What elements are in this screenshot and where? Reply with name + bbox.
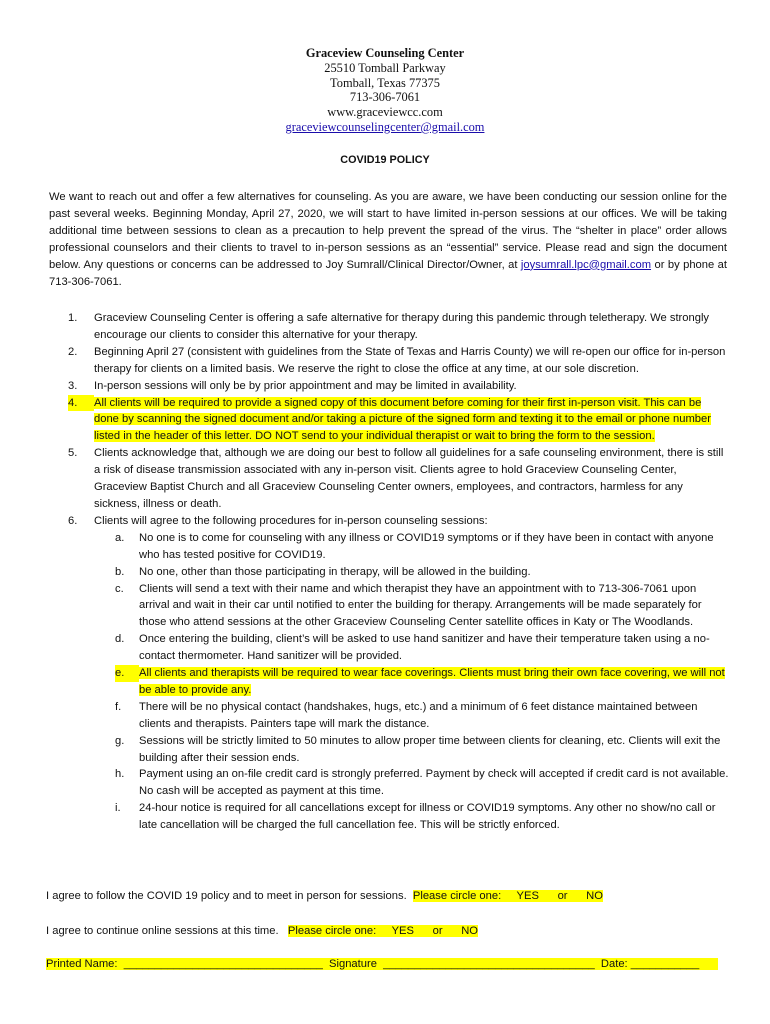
- intro-tail: or by phone at 713-306-7061.: [49, 258, 727, 288]
- list-number: 1.: [68, 312, 78, 324]
- list-item-text: Clients will agree to the following procedures for in-person counseling sessions:: [94, 514, 488, 527]
- list-number: 3.: [68, 379, 78, 392]
- sub-list-letter: e.: [115, 665, 139, 682]
- list-item: [49, 513, 729, 530]
- sub-list-item: [94, 564, 729, 581]
- sub-list-item: [94, 733, 729, 767]
- list-item-text: Beginning April 27 (consistent with guidelines from the State of Texas and Harris County) we will re-open our office for in-person therapy for clients on a limited basis. We reserve the right to close the office at any time, at our sole discretion.: [94, 345, 726, 375]
- header-email-link[interactable]: graceviewcounselingcenter@gmail.com: [285, 119, 485, 134]
- sub-list-item-text: Once entering the building, client’s will be asked to use hand sanitizer and have their temperature taken using a no-contact thermometer. Hand sanitizer will be provided.: [139, 633, 710, 663]
- signature-line: Printed Name: ________________________________ Signature __________________________________ Date: ___________: [46, 958, 718, 970]
- list-number: 4.: [68, 395, 94, 412]
- sub-list-item-text: No one, other than those participating in therapy, will be allowed in the building.: [139, 565, 531, 578]
- sub-list-item: [94, 581, 729, 632]
- sub-list-item-text: Clients will send a text with their name and which therapist they have an appointment with to 713-306-7061 upon arrival and wait in their car until notified to enter the building for therapy. Arrangements will be made separately for those who attend sessions at the other Graceview Counseling Center satellite offices in Katy or The Woodlands.: [139, 582, 702, 629]
- address-line-2: Tomball, Texas 77375: [330, 75, 440, 90]
- sub-list-item-text: There will be no physical contact (handshakes, hugs, etc.) and a minimum of 6 feet distance maintained between clients and therapists. Painters tape will mark the distance.: [139, 700, 698, 730]
- list-item-text: Graceview Counseling Center is offering a safe alternative for therapy during this pandemic through teletherapy. We strongly encourage our clients to consider this alternative for your therapy.: [94, 312, 710, 341]
- list-item-highlighted: [49, 395, 729, 446]
- letterhead: [0, 46, 770, 135]
- sub-list-letter: d.: [115, 633, 125, 646]
- in-person-agreement-text: I agree to follow the COVID 19 policy and to meet in person for sessions.: [46, 890, 413, 902]
- sub-list-item: [94, 699, 729, 733]
- list-item: [49, 344, 729, 378]
- sub-list-item: [94, 631, 729, 665]
- sub-list-letter: g.: [115, 734, 125, 747]
- contact-email-link[interactable]: joysumrall.lpc@gmail.com: [520, 258, 652, 271]
- address-line-1: 25510 Tomball Parkway: [324, 60, 446, 75]
- org-name: Graceview Counseling Center: [305, 46, 465, 60]
- list-number: 5.: [68, 447, 78, 460]
- list-item: [49, 445, 729, 513]
- list-number: 6.: [68, 514, 78, 527]
- intro-paragraph: [49, 189, 727, 290]
- header-website[interactable]: www.graceviewcc.com: [327, 105, 443, 120]
- sub-list-letter: i.: [115, 802, 121, 815]
- list-item: [49, 310, 729, 344]
- list-item-text: Clients acknowledge that, although we are doing our best to follow all guidelines for a safe counseling environment, there is still a risk of disease transmission associated with any in-person visit. Clients agree to hold Graceview Counseling Center, Graceview Baptist Church and all Graceview Counseling Center owners, employees, and contractors, harmless for any sickness, illness or death.: [94, 447, 724, 510]
- sub-list-item-text: Payment using an on-file credit card is strongly preferred. Payment by check will accepted if credit card is not available. No cash will be accepted as payment at this time.: [139, 768, 729, 798]
- list-item-text: In-person sessions will only be by prior appointment and may be limited in availability.: [94, 379, 517, 392]
- sub-list-item-text: Sessions will be strictly limited to 50 minutes to allow proper time between clients for cleaning, etc. Clients will exit the building after their session ends.: [139, 734, 721, 764]
- in-person-circle-choice: Please circle one: YES or NO: [412, 890, 603, 902]
- sub-list-item-text: 24-hour notice is required for all cancellations except for illness or COVID19 symptoms. Any other no show/no call or late cancellation will be charged the full cancellation fee. This will be strictly enforced.: [139, 802, 716, 832]
- sub-list-item-text: All clients and therapists will be required to wear face coverings. Clients must bring their own face covering, we will not be able to provide any.: [139, 667, 725, 696]
- sub-list-item-highlighted: [94, 665, 729, 699]
- sub-list-item: [94, 766, 729, 800]
- sub-list-letter: f.: [115, 700, 122, 713]
- header-phone: 713-306-7061: [349, 90, 421, 105]
- policy-list: [49, 310, 729, 834]
- online-agreement-text: I agree to continue online sessions at this time.: [46, 925, 288, 937]
- online-agreement: [46, 925, 478, 937]
- sub-list-item: [94, 800, 729, 834]
- list-item-text: All clients will be required to provide a signed copy of this document before coming for their first in-person visit. This can be done by scanning the signed document and/or taking a picture of the signed form and texting it to the email or phone number listed in the header of this letter. DO NOT send to your individual therapist or wait to bring the form to the session.: [94, 396, 711, 443]
- list-item: [49, 378, 729, 395]
- sub-list-letter: c.: [115, 582, 124, 595]
- policy-title: COVID19 POLICY: [340, 154, 430, 166]
- intro-text: We want to reach out and offer a few alternatives for counseling. As you are aware, we have been conducting our session online for the past several weeks. Beginning Monday, April 27, 2020, we will start to have limited in-person sessions at our offices. We will be taking additional time between sessions to clean as a precaution to help prevent the spread of the virus. The “shelter in place” order allows professional counselors and their clients to travel to in-person sessions as an “essential” service. Please read and sign the document below. Any questions or concerns can be addressed to Joy Sumrall/Clinical Director/Owner, at: [49, 191, 727, 271]
- online-circle-choice: Please circle one: YES or NO: [287, 925, 478, 937]
- list-number: 2.: [68, 345, 78, 358]
- sub-list-letter: b.: [115, 565, 125, 578]
- sub-list-letter: h.: [115, 768, 125, 781]
- sub-list-item: [94, 530, 729, 564]
- sub-list-item-text: No one is to come for counseling with any illness or COVID19 symptoms or if they have been in contact with anyone who has tested positive for COVID19.: [139, 531, 714, 561]
- sub-list-letter: a.: [115, 531, 125, 544]
- in-person-agreement: [46, 890, 603, 902]
